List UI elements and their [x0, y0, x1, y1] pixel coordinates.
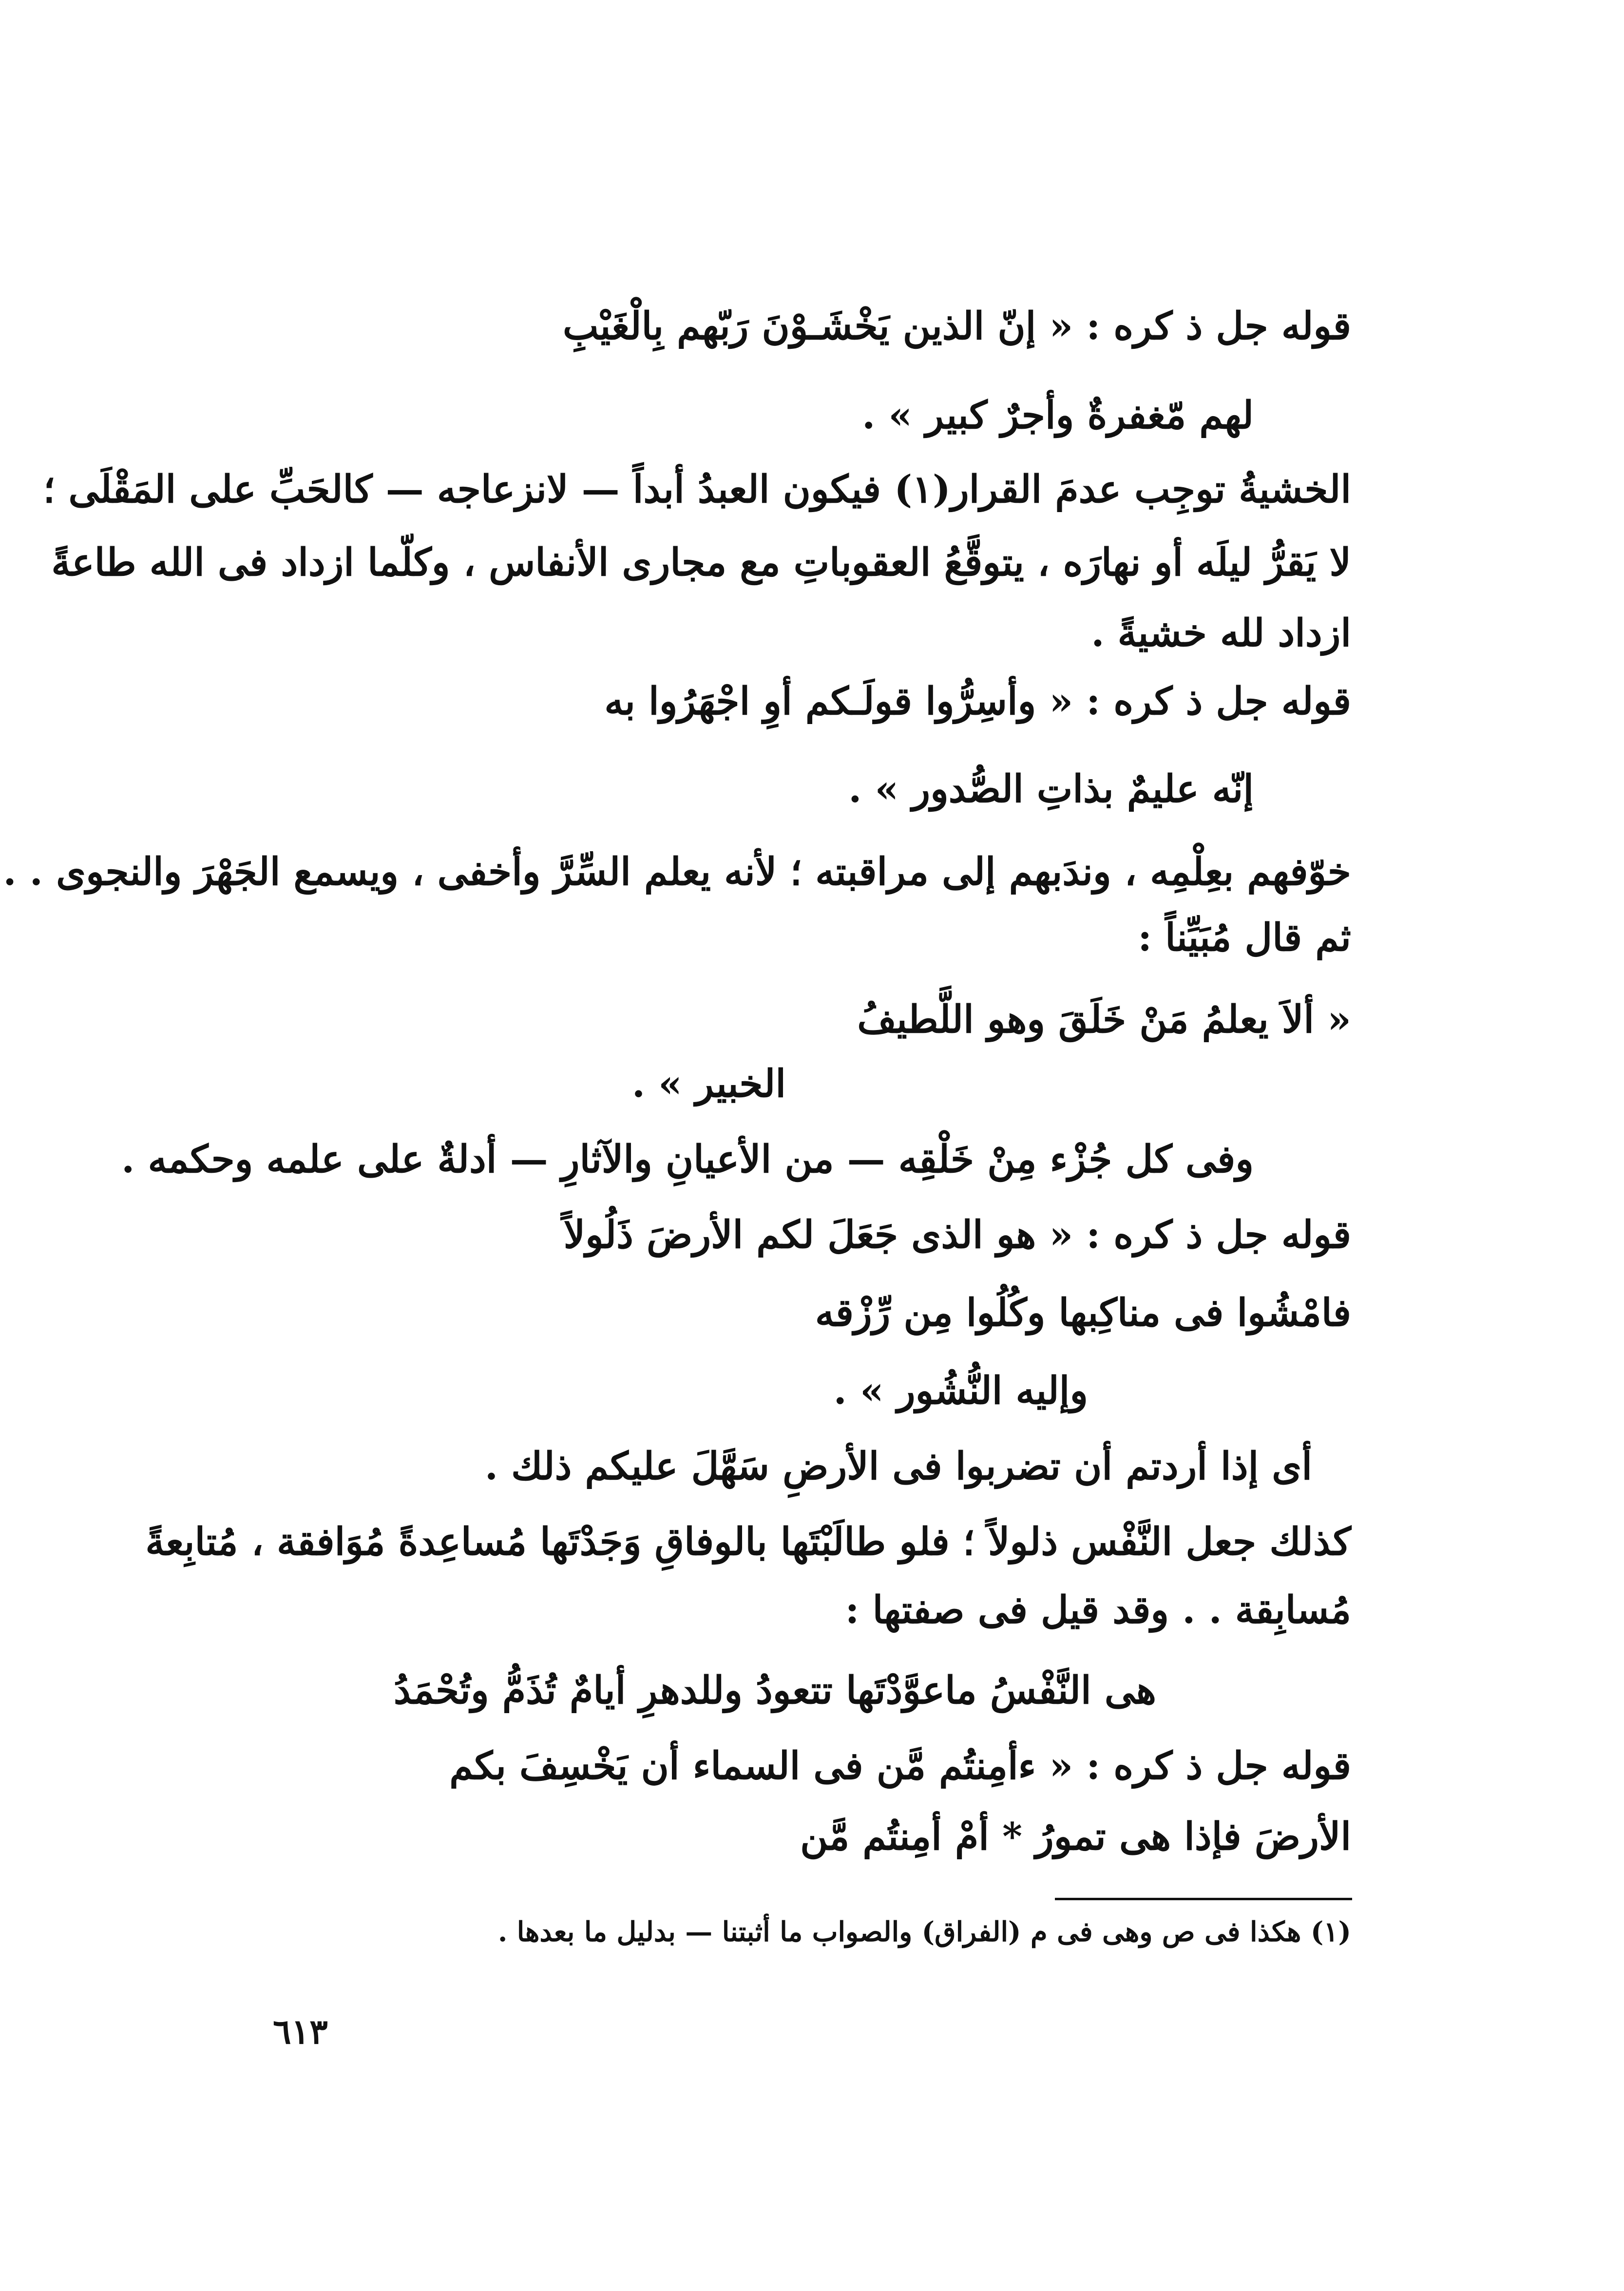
commentary-line: ثم قال مُبَيِّناً :: [1138, 916, 1351, 960]
verse-continuation-4a: فامْشُوا فى مناكِبها وكُلُوا مِن رِّزْقه: [815, 1291, 1351, 1335]
verse-continuation-4b: وإليه النُّشُور » .: [833, 1369, 1088, 1413]
commentary-line: خوّفهم بعِلْمِه ، وندَبهم إلى مراقبته ؛ لأنه يعلم السِّرَّ وأخفى ، ويسمع الجَهْرَ والنجوى . .: [3, 850, 1351, 894]
commentary-line: ازداد لله خشيةً .: [1091, 611, 1351, 655]
verse-heading-2: قوله جل ذ كره : « وأسِرُّوا قولَـكم أوِ اجْهَرُوا به: [604, 679, 1351, 724]
verse-continuation-3: الخبير » .: [631, 1062, 786, 1106]
verse-continuation-2: إنّه عليمٌ بذاتِ الصُّدور » .: [848, 767, 1254, 811]
verse-heading-3: « ألاَ يعلمُ مَنْ خَلَقَ وهو اللَّطيفُ: [857, 997, 1351, 1042]
commentary-line: مُسابِقة . . وقد قيل فى صفتها :: [845, 1588, 1351, 1632]
footnote: (١) هكذا فى ص وهى فى م (الفراق) والصواب ما أثبتنا — بدليل ما بعدها .: [497, 1916, 1351, 1948]
commentary-line: وفى كل جُزْء مِنْ خَلْقِه — من الأعيانِ والآثارِ — أدلةٌ على علمه وحكمه .: [121, 1137, 1254, 1182]
commentary-line: الخشيةُ توجِب عدمَ القرار(١) فيكون العبدُ أبداً — لانزعاجه — كالحَبِّ على المَقْلَى ؛: [43, 467, 1351, 512]
commentary-line: كذلك جعل النَّفْس ذلولاً ؛ فلو طالَبْتَها بالوفاقِ وَجَدْتَها مُساعِدةً مُوَافقة ، مُتابِعةً: [145, 1520, 1351, 1564]
footnote-divider: [1055, 1898, 1352, 1900]
verse-heading-4: قوله جل ذ كره : « هو الذى جَعَلَ لكم الأرضَ ذَلُولاً: [563, 1213, 1351, 1257]
commentary-line: لا يَقرُّ ليلَه أو نهارَه ، يتوقَّعُ العقوباتِ مع مجارى الأنفاس ، وكلّما ازداد فى الله طاعةً: [51, 540, 1351, 585]
commentary-line: أى إذا أردتم أن تضربوا فى الأرضِ سَهَّلَ عليكم ذلك .: [484, 1444, 1312, 1489]
verse-heading-5: قوله جل ذ كره : « ءأمِنتُم مَّن فى السماء أن يَخْسِفَ بكم: [449, 1744, 1351, 1788]
page-number: ٦١٣: [273, 2011, 328, 2052]
verse-continuation-1: لهم مّغفرةٌ وأجرٌ كبير » .: [862, 393, 1254, 438]
verse-heading-1: قوله جل ذ كره : « إنّ الذين يَخْشَـوْنَ رَبّهم بِالْغَيْبِ: [562, 304, 1351, 348]
poetry-line: هى النَّفْسُ ماعوَّدْتَها تتعودُ وللدهرِ أيامٌ تُذَمُّ وتُحْمَدُ: [393, 1668, 1156, 1713]
verse-continuation-5: الأرضَ فإذا هى تمورُ * أمْ أمِنتُم مَّن: [800, 1814, 1351, 1859]
